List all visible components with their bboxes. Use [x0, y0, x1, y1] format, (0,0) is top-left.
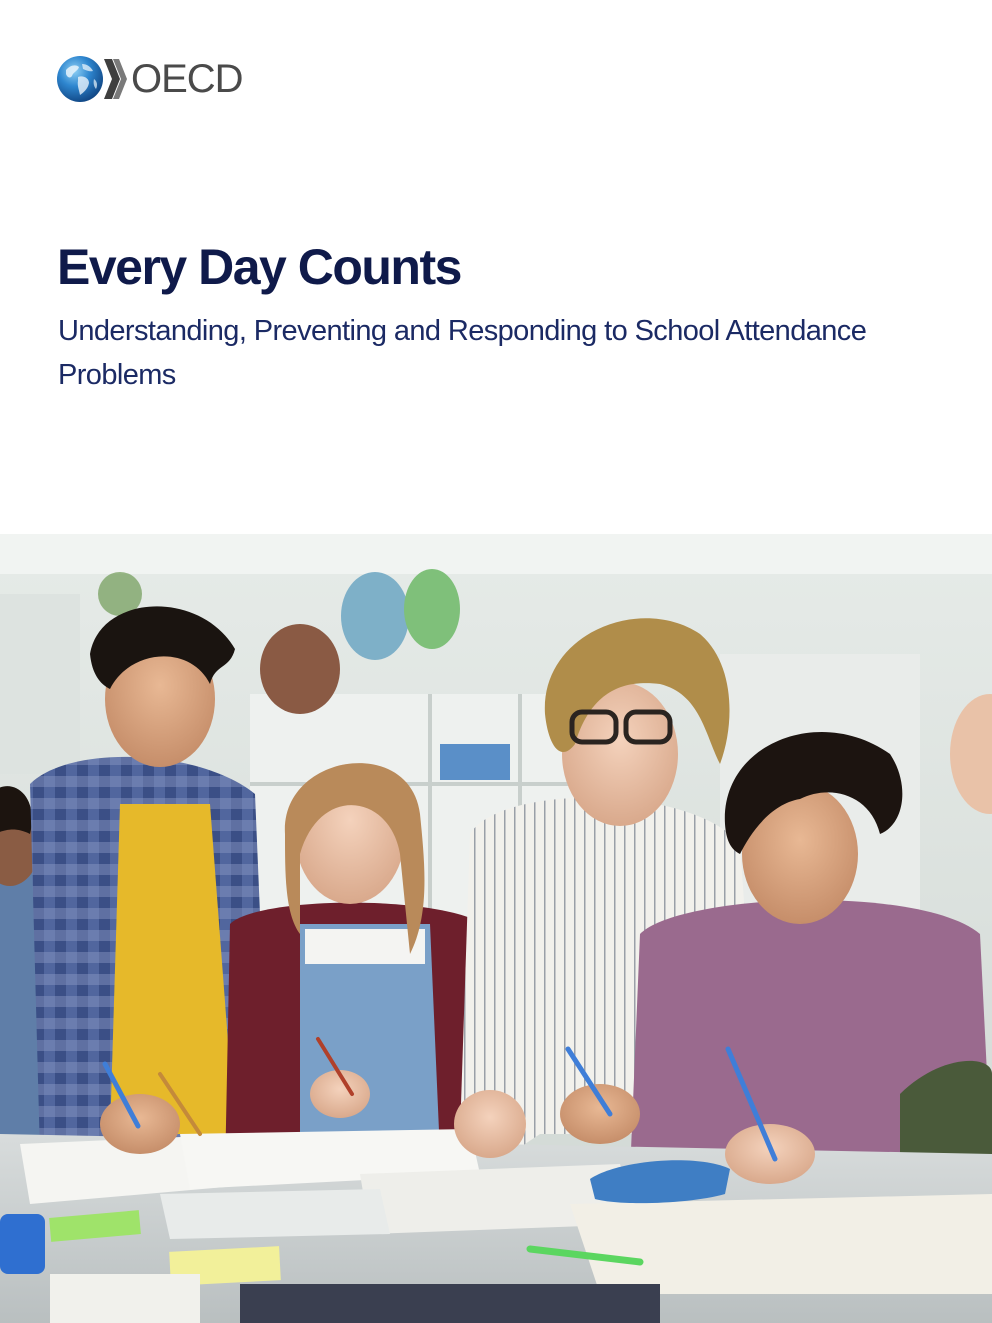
report-title: Every Day Counts	[57, 239, 461, 295]
oecd-wordmark: OECD	[131, 57, 243, 101]
cover-photo	[0, 534, 992, 1323]
double-chevron-icon	[101, 55, 129, 103]
globe-icon	[56, 55, 104, 103]
oecd-logo	[56, 55, 243, 103]
report-subtitle: Understanding, Preventing and Responding to School Attendance Problems	[58, 315, 867, 391]
